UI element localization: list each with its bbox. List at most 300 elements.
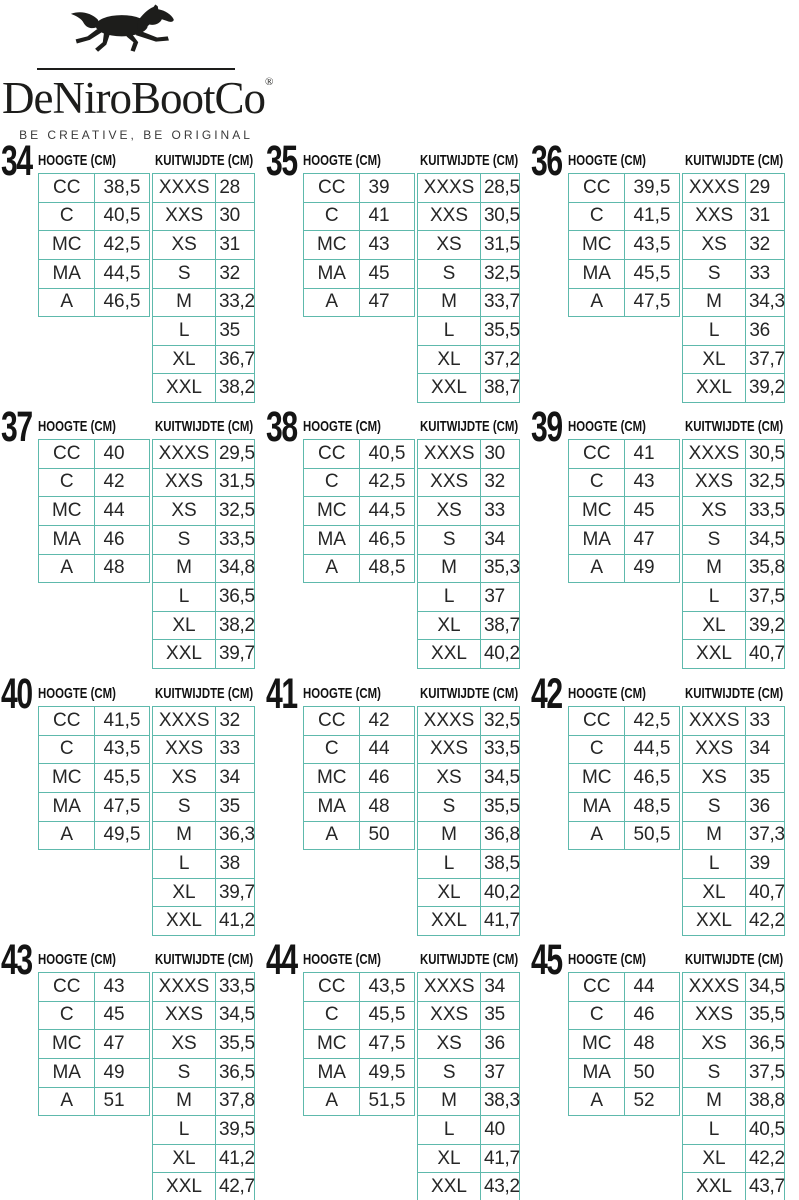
size-number: 34 [1,137,32,185]
row-label: L [153,850,216,878]
table-row [304,526,414,555]
calf-header: KUITWIJDTE (CM) [155,152,254,169]
row-label: XXL [418,1173,481,1200]
table-row [683,374,784,402]
table-row [39,231,149,260]
row-label: A [39,555,95,583]
row-label: XXXS [418,174,481,202]
row-label: XS [418,231,481,259]
row-value: 41,7 [484,910,520,932]
row-label: XL [418,612,481,640]
table-row [569,973,679,1002]
table-row [418,973,519,1002]
table-row [39,793,149,822]
height-header: HOOGTE (CM) [568,685,646,702]
row-label: MC [39,497,95,525]
row-value: 31,5 [484,234,520,256]
row-value: 37,3 [749,824,785,846]
row-value: 35 [749,767,770,789]
row-value: 48,5 [368,557,406,579]
row-label: C [569,203,625,231]
registered-mark: ® [265,76,274,88]
row-label: CC [39,440,95,468]
row-value: 39,5 [633,176,671,198]
row-label: M [683,289,746,317]
table-row [304,469,414,498]
table-row [418,1059,519,1088]
row-value: 43,2 [484,1176,520,1198]
table-row [683,1088,784,1117]
row-label: L [153,1116,216,1144]
table-row [153,879,254,908]
row-value: 40,5 [368,442,406,464]
size-number: 40 [1,670,32,718]
calf-header: KUITWIJDTE (CM) [420,418,519,435]
row-label: XS [683,497,746,525]
table-row [39,1030,149,1059]
row-label: C [304,203,360,231]
row-label: XXL [683,1173,746,1200]
table-row [418,850,519,879]
row-value: 31 [219,234,240,256]
row-label: XL [153,879,216,907]
table-row [683,612,784,641]
height-table [38,173,150,317]
row-value: 31 [749,205,770,227]
row-value: 43,5 [368,975,406,997]
row-label: L [418,583,481,611]
table-row [304,1059,414,1088]
row-label: A [39,1088,95,1116]
row-value: 44,5 [368,500,406,522]
row-value: 36,3 [219,824,255,846]
calf-table [152,173,255,403]
row-label: XXL [153,374,216,402]
row-label: A [304,289,360,317]
row-value: 30,5 [484,205,520,227]
row-value: 35,3 [484,557,520,579]
table-row [418,736,519,765]
row-label: XXXS [683,707,746,735]
size-section [265,670,530,933]
height-header: HOOGTE (CM) [568,418,646,435]
row-label: L [418,317,481,345]
row-value: 33,5 [219,528,255,550]
table-row [683,822,784,851]
table-row [683,497,784,526]
row-value: 45,5 [368,1004,406,1026]
row-value: 34,8 [219,557,255,579]
row-value: 32 [219,262,240,284]
table-row [569,822,679,850]
row-value: 30,5 [749,442,785,464]
row-label: MA [39,1059,95,1087]
table-row [153,612,254,641]
row-label: XL [683,346,746,374]
row-value: 32 [749,234,770,256]
row-label: XXL [683,374,746,402]
row-value: 38,7 [484,377,520,399]
size-section [0,403,265,666]
row-label: MA [304,260,360,288]
table-row [153,907,254,935]
row-label: XXS [683,1002,746,1030]
row-value: 47 [103,1033,125,1055]
row-label: MC [304,231,360,259]
table-row [153,640,254,668]
table-row [304,736,414,765]
row-label: A [569,289,625,317]
row-value: 39,7 [219,881,255,903]
row-value: 33 [484,500,505,522]
table-row [304,260,414,289]
row-value: 32 [219,709,240,731]
table-row [153,583,254,612]
row-label: MC [39,231,95,259]
row-label: XL [153,612,216,640]
table-row [153,231,254,260]
table-row [304,440,414,469]
height-header: HOOGTE (CM) [568,152,646,169]
calf-table [417,439,520,669]
row-value: 42,5 [633,709,671,731]
table-row [39,260,149,289]
row-label: CC [304,973,360,1001]
calf-header: KUITWIJDTE (CM) [685,685,784,702]
table-row [304,764,414,793]
row-value: 46,5 [368,528,406,550]
row-value: 52 [633,1090,655,1112]
table-row [418,289,519,318]
table-row [418,203,519,232]
table-row [683,174,784,203]
row-label: MC [569,231,625,259]
calf-table [152,439,255,669]
table-row [153,317,254,346]
row-value: 39,5 [219,1119,255,1141]
row-value: 45,5 [103,767,141,789]
row-value: 43 [633,471,655,493]
table-row [418,526,519,555]
row-value: 42,7 [219,1176,255,1198]
row-label: A [569,555,625,583]
row-value: 31,5 [219,471,255,493]
table-row [569,440,679,469]
row-label: CC [304,440,360,468]
row-label: L [418,850,481,878]
table-row [418,497,519,526]
table-row [418,640,519,668]
table-row [683,1116,784,1145]
row-value: 28,5 [484,176,520,198]
row-value: 34 [484,528,505,550]
table-row [683,764,784,793]
row-label: C [304,736,360,764]
row-value: 34,5 [219,1004,255,1026]
row-value: 44 [103,500,125,522]
table-row [683,850,784,879]
row-value: 39,2 [749,614,785,636]
row-label: XXS [683,469,746,497]
row-value: 32,5 [484,709,520,731]
table-row [418,764,519,793]
row-label: MA [569,793,625,821]
row-value: 40,5 [103,205,141,227]
row-label: XXXS [153,973,216,1001]
row-value: 50,5 [633,824,671,846]
row-label: XS [418,1030,481,1058]
row-label: XS [683,1030,746,1058]
row-value: 45 [368,262,390,284]
table-row [153,1145,254,1174]
height-header: HOOGTE (CM) [303,685,381,702]
table-row [683,1173,784,1200]
table-row [683,1002,784,1031]
table-row [569,1002,679,1031]
height-table [568,972,680,1116]
row-label: XXS [683,203,746,231]
size-section [0,670,265,933]
row-label: MA [304,526,360,554]
row-value: 45 [103,1004,125,1026]
row-value: 44,5 [633,738,671,760]
table-row [683,879,784,908]
table-row [418,1030,519,1059]
row-label: A [39,289,95,317]
row-value: 35 [219,795,240,817]
height-header: HOOGTE (CM) [38,152,116,169]
row-label: XL [418,879,481,907]
row-value: 34,5 [749,975,785,997]
row-label: C [304,469,360,497]
row-label: M [153,1088,216,1116]
table-row [683,469,784,498]
row-value: 46,5 [103,291,141,313]
table-row [304,231,414,260]
table-row [39,1002,149,1031]
row-label: S [683,526,746,554]
row-value: 42,5 [368,471,406,493]
row-label: MC [569,764,625,792]
row-value: 46 [633,1004,655,1026]
row-value: 51,5 [368,1090,406,1112]
table-row [683,231,784,260]
table-row [418,1088,519,1117]
row-value: 34,5 [484,767,520,789]
row-value: 47 [368,291,390,313]
calf-table [682,173,785,403]
calf-table [417,173,520,403]
row-value: 42,2 [749,910,785,932]
row-label: CC [39,973,95,1001]
row-value: 46 [368,767,390,789]
table-row [418,612,519,641]
table-row [153,526,254,555]
row-label: M [683,555,746,583]
row-value: 48,5 [633,795,671,817]
row-label: M [418,1088,481,1116]
row-label: XXXS [683,174,746,202]
row-value: 36,8 [484,824,520,846]
row-label: MA [304,1059,360,1087]
height-table [38,972,150,1116]
calf-header: KUITWIJDTE (CM) [155,685,254,702]
table-row [683,526,784,555]
table-row [683,707,784,736]
row-label: CC [569,440,625,468]
table-row [569,555,679,583]
row-value: 37,8 [219,1090,255,1112]
row-label: S [153,1059,216,1087]
row-value: 36 [484,1033,505,1055]
row-value: 36,7 [219,348,255,370]
row-label: XL [418,1145,481,1173]
row-value: 36 [749,320,770,342]
row-value: 34 [749,738,770,760]
table-row [304,497,414,526]
row-label: XXXS [683,973,746,1001]
row-value: 34 [219,767,240,789]
row-label: XXS [153,736,216,764]
row-label: XXS [418,203,481,231]
table-row [153,289,254,318]
table-row [683,1059,784,1088]
row-value: 33,5 [219,975,255,997]
row-label: S [418,1059,481,1087]
row-value: 32,5 [484,262,520,284]
table-row [153,1002,254,1031]
row-label: XL [153,1145,216,1173]
row-label: C [39,736,95,764]
table-row [418,793,519,822]
row-label: MC [304,764,360,792]
table-row [683,1030,784,1059]
row-value: 45,5 [633,262,671,284]
row-value: 36,5 [219,586,255,608]
table-row [153,497,254,526]
table-row [153,469,254,498]
row-label: XXL [683,907,746,935]
row-value: 44 [633,975,655,997]
row-label: XXS [418,1002,481,1030]
row-label: XXXS [153,707,216,735]
row-label: M [153,555,216,583]
row-label: MC [569,1030,625,1058]
row-value: 35,5 [484,795,520,817]
row-value: 36,5 [219,1061,255,1083]
row-label: CC [304,707,360,735]
row-value: 37,2 [484,348,520,370]
row-label: L [418,1116,481,1144]
row-label: XXXS [153,174,216,202]
row-value: 46 [103,528,125,550]
row-value: 33 [749,262,770,284]
table-row [418,879,519,908]
row-value: 32,5 [749,471,785,493]
row-value: 35 [484,1004,505,1026]
row-label: C [304,1002,360,1030]
row-value: 48 [103,557,125,579]
row-label: M [418,555,481,583]
row-label: XXL [418,640,481,668]
table-row [304,1030,414,1059]
table-row [304,555,414,583]
calf-header: KUITWIJDTE (CM) [685,418,784,435]
row-label: C [39,1002,95,1030]
row-value: 50 [368,824,390,846]
row-value: 43 [103,975,125,997]
row-value: 49 [103,1061,125,1083]
row-label: MA [569,260,625,288]
row-label: S [683,793,746,821]
size-section [530,670,795,933]
table-row [304,203,414,232]
table-row [683,793,784,822]
table-row [569,526,679,555]
row-label: MC [39,1030,95,1058]
calf-table [682,706,785,936]
table-row [569,174,679,203]
row-value: 41,5 [633,205,671,227]
row-value: 41,2 [219,1147,255,1169]
row-label: A [304,555,360,583]
row-value: 40,7 [749,643,785,665]
row-value: 40 [484,1119,505,1141]
size-number: 42 [531,670,562,718]
calf-table [152,972,255,1200]
table-row [153,1173,254,1200]
row-value: 35,5 [219,1033,255,1055]
table-row [304,174,414,203]
table-row [39,289,149,317]
table-row [683,440,784,469]
table-row [683,289,784,318]
height-header: HOOGTE (CM) [568,951,646,968]
row-value: 44,5 [103,262,141,284]
table-row [153,1059,254,1088]
table-row [569,793,679,822]
row-label: XXXS [153,440,216,468]
row-label: XL [683,612,746,640]
row-value: 39,2 [749,377,785,399]
size-section [0,137,265,400]
size-section [265,137,530,400]
table-row [683,203,784,232]
height-table [303,706,415,850]
row-label: CC [569,707,625,735]
table-row [683,736,784,765]
table-row [39,203,149,232]
table-row [683,583,784,612]
calf-table [152,706,255,936]
table-row [39,764,149,793]
row-value: 38,8 [749,1090,785,1112]
row-label: S [153,526,216,554]
height-table [568,439,680,583]
horse-icon [65,4,189,64]
table-row [39,822,149,850]
row-value: 29 [749,176,770,198]
row-value: 49 [633,557,655,579]
row-value: 30 [219,205,240,227]
table-row [418,440,519,469]
row-value: 34,5 [749,528,785,550]
height-table [38,706,150,850]
row-label: XL [153,346,216,374]
table-row [418,822,519,851]
size-number: 44 [266,936,297,984]
calf-table [682,439,785,669]
